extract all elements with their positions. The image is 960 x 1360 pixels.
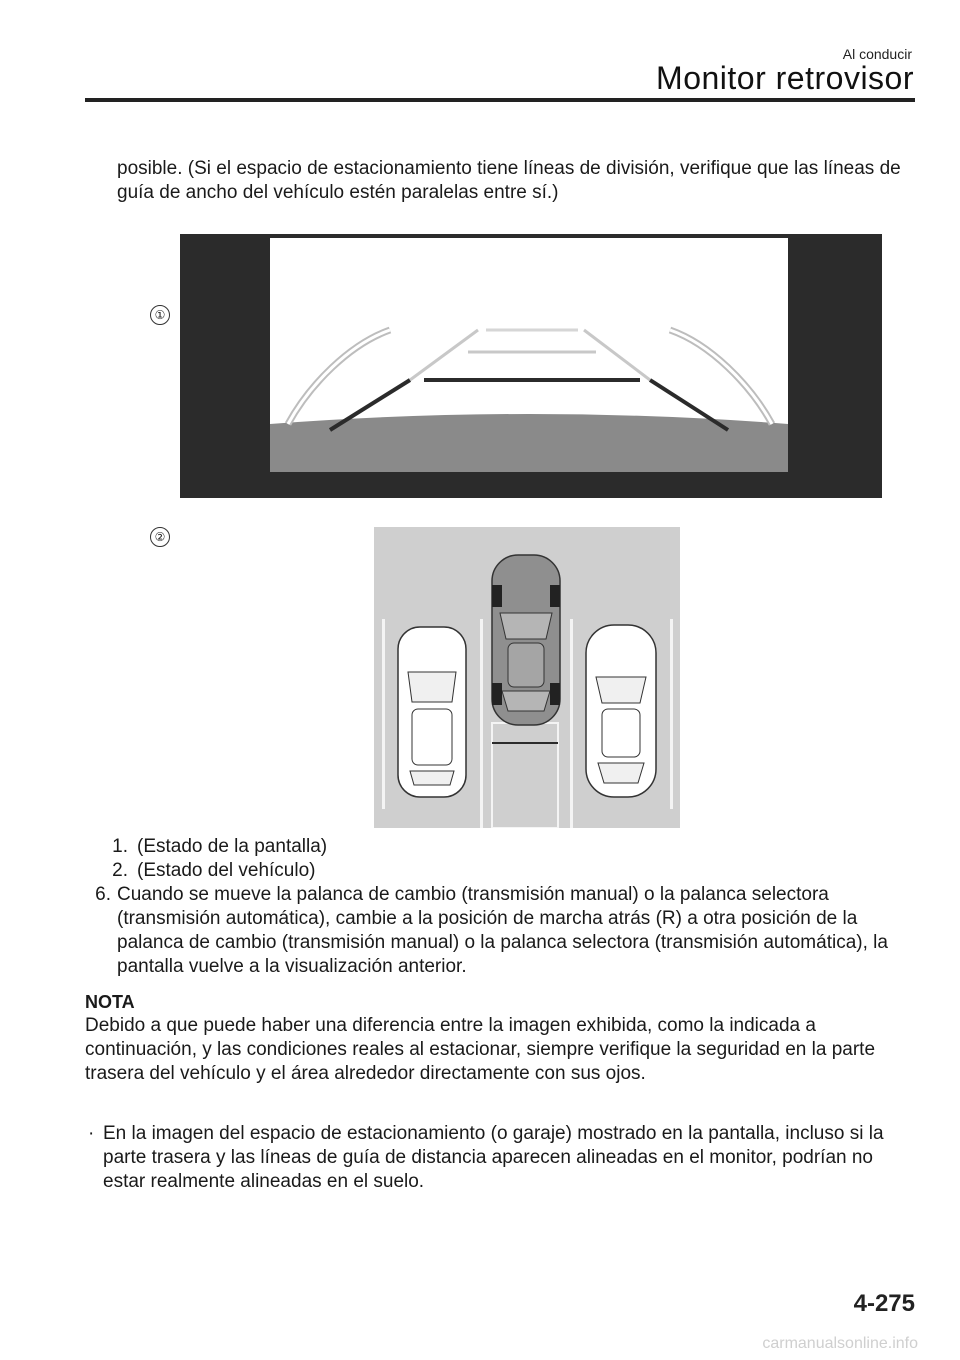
callout-2: ②	[150, 527, 170, 547]
section-title: Al conducir	[842, 46, 912, 62]
rear-bumper	[270, 414, 788, 472]
figure-legend	[100, 835, 400, 883]
chapter-title: Monitor retrovisor	[656, 60, 914, 96]
note-bullet	[85, 1122, 915, 1194]
step-text: Cuando se mueve la palanca de cambio (transmisión manual) o la palanca selectora (transmisión automática), cambie a la posición de marcha atrás (R) a otra posición de la palanca de cambio (transmisión manual) o la palanca selectora (transmisión automática), la pantalla vuelve a la visualización anterior.	[117, 884, 888, 977]
parking-line-2	[480, 619, 483, 828]
legend-item: 1. (Estado de la pantalla)	[112, 836, 328, 857]
parking-line-3	[570, 619, 573, 828]
callout-1: ①	[150, 305, 170, 325]
bullet-text: En la imagen del espacio de estacionamiento (o garaje) mostrado en la pantalla, incluso si la parte trasera y las líneas de guía de distancia aparecen alineadas en el monitor, podrían no estar realmente alineadas en el suelo.	[103, 1123, 884, 1192]
left-parked-car	[398, 627, 466, 797]
legend-item: 2. (Estado del vehículo)	[112, 860, 316, 881]
own-vehicle	[492, 555, 560, 725]
header-rule	[85, 98, 915, 102]
intro-paragraph: posible. (Si el espacio de estacionamiento tiene líneas de división, verifique que las líneas de guía de ancho del vehículo estén paralelas entre sí.)	[117, 158, 901, 203]
note-paragraph: Debido a que puede haber una diferencia entre la imagen exhibida, como la indicada a continuación, y las condiciones reales al estacionar, siempre verifique la seguridad en la parte trasera del vehículo y el área alrededor directamente con sus ojos.	[85, 1015, 876, 1084]
monitor-screen-illustration	[180, 234, 882, 498]
right-parked-car	[586, 625, 656, 797]
parking-lot-illustration	[374, 527, 680, 828]
footer-watermark: carmanualsonline.info	[762, 1335, 918, 1352]
page-number: 4-275	[853, 1290, 915, 1317]
parking-line-4	[670, 619, 673, 809]
step-6	[85, 883, 925, 979]
note-heading: NOTA	[85, 992, 135, 1012]
bullet-symbol: ·	[88, 1123, 95, 1144]
parking-line-1	[382, 619, 385, 809]
step-number: 6.	[95, 884, 111, 905]
